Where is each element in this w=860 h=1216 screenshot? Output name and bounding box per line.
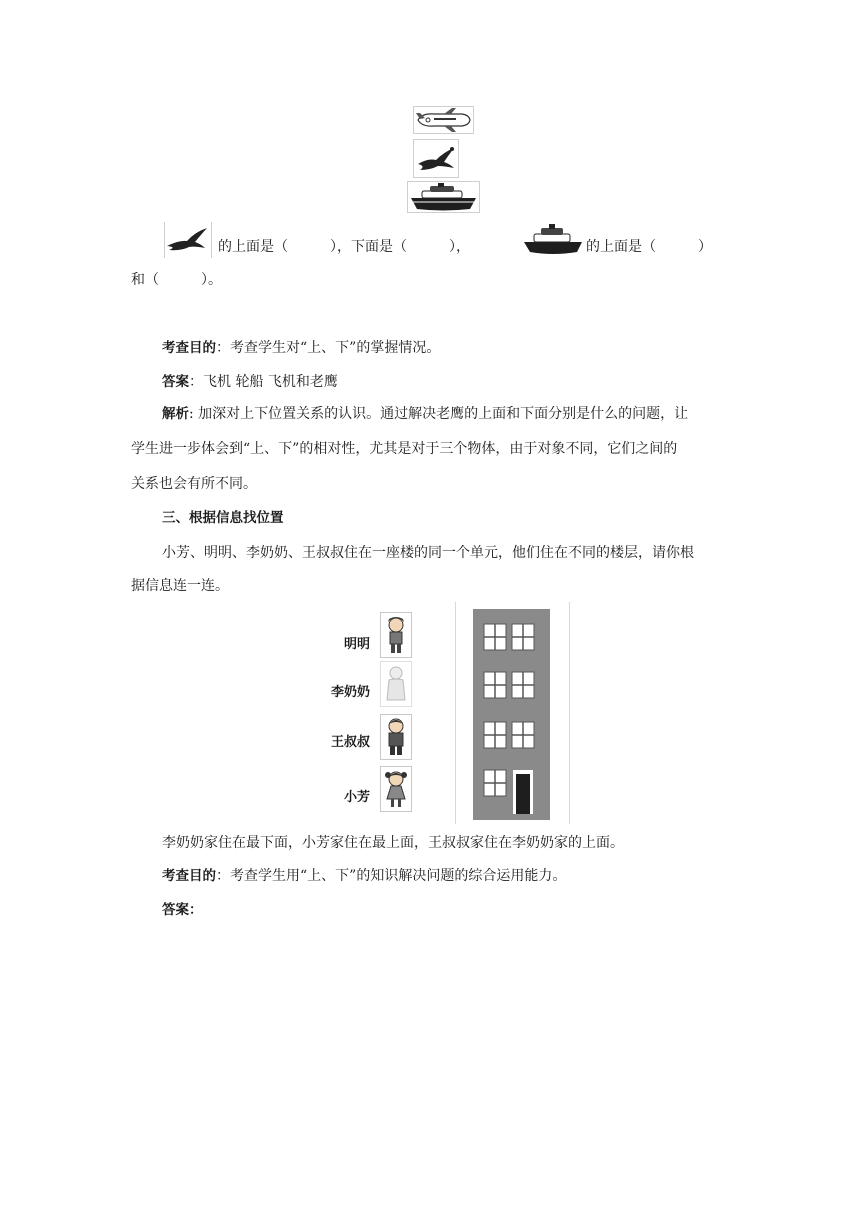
blank-line-1-part1: 的上面是（ ），下面是（ ）， [218, 239, 470, 255]
section-3-heading: 三、根据信息找位置 [162, 510, 284, 526]
ship-picture [407, 181, 480, 213]
q2-answer [162, 372, 338, 392]
man-icon [381, 715, 411, 759]
answer-label: 答案 [162, 902, 189, 918]
eagle-inline-picture [164, 222, 212, 258]
mingming-picture [380, 612, 412, 658]
eagle-icon [165, 222, 209, 256]
q2-purpose [162, 338, 440, 358]
ship-icon [408, 182, 479, 212]
building-picture [455, 602, 570, 824]
grandma-icon [381, 662, 411, 706]
q2-analysis-line-1 [162, 404, 688, 424]
purpose-label: 考查目的 [162, 340, 216, 356]
section-3-answer [162, 900, 203, 920]
airplane-picture [413, 106, 474, 134]
section-3-info: 李奶奶家住在最下面，小芳家住在最上面，王叔叔家住在李奶奶家的上面。 [162, 835, 624, 851]
person-label-mingming: 明明 [343, 637, 370, 652]
xiaofang-picture [380, 766, 412, 812]
answer-text: ： [189, 902, 203, 918]
boy-icon [381, 613, 411, 657]
person-label-xiaofang: 小芳 [343, 790, 370, 805]
section-3-intro-line-1: 小芳、明明、李奶奶、王叔叔住在一座楼的同一个单元，他们住在不同的楼层，请你根 [162, 545, 694, 561]
blank-line-2: 和（ ）。 [131, 272, 222, 288]
q2-analysis-line-2: 学生进一步体会到“上、下”的相对性，尤其是对于三个物体，由于对象不同，它们之间的 [131, 441, 678, 457]
blank-line-1-part2: 的上面是（ ） [586, 239, 712, 255]
person-label-grandma-li: 李奶奶 [330, 685, 370, 700]
analysis-label: 解析 [162, 406, 189, 422]
section-3-purpose [162, 866, 566, 886]
uncle-wang-picture [380, 714, 412, 760]
analysis-text-1: : 加深对上下位置关系的认识。通过解决老鹰的上面和下面分别是什么的问题，让 [189, 406, 689, 422]
ship-inline-picture [522, 222, 584, 258]
section-3-intro-line-2: 据信息连一连。 [131, 578, 229, 594]
eagle-icon [414, 140, 458, 177]
q2-analysis-line-3: 关系也会有所不同。 [131, 476, 257, 492]
answer-text: ：飞机 轮船 飞机和老鹰 [189, 374, 338, 390]
building-icon [456, 602, 569, 824]
grandma-li-picture [380, 661, 412, 707]
girl-icon [381, 767, 411, 811]
purpose-label: 考查目的 [162, 868, 216, 884]
purpose-text: ：考查学生用“上、下”的知识解决问题的综合运用能力。 [216, 868, 567, 884]
airplane-icon [414, 107, 473, 133]
ship-icon [522, 222, 584, 258]
answer-label: 答案 [162, 374, 189, 390]
purpose-text: ：考查学生对“上、下”的掌握情况。 [216, 340, 441, 356]
person-label-uncle-wang: 王叔叔 [330, 735, 370, 750]
eagle-picture [413, 139, 459, 178]
